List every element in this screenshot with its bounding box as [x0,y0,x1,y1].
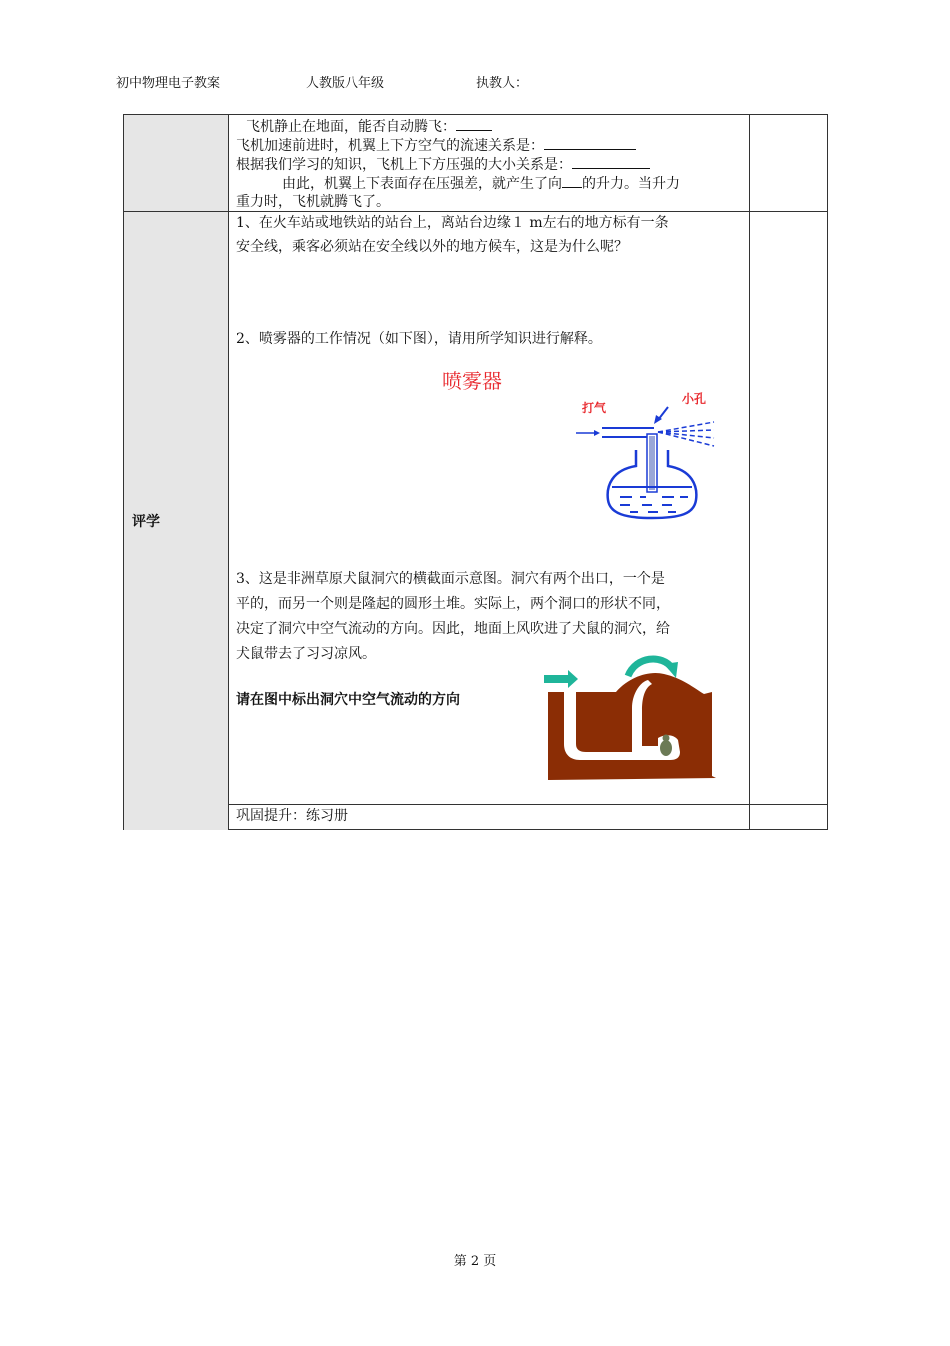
table-col-divider [228,114,229,830]
last-row-text: 巩固提升：练习册 [236,808,348,824]
answer-blank [572,154,650,169]
sprayer-title: 喷雾器 [442,369,502,393]
row1-line4-text-b: 的升力。当升力 [582,176,680,192]
q3-line1: 3、这是非洲草原犬鼠洞穴的横截面示意图。洞穴有两个出口，一个是 [236,571,665,587]
table-row-divider [228,804,828,805]
answer-blank [456,116,492,131]
burrow-diagram [536,648,738,804]
row1-line2-text: 飞机加速前进时，机翼上下方空气的流速关系是： [236,138,544,154]
q3-instruction: 请在图中标出洞穴中空气流动的方向 [236,692,460,708]
q2-text: 2、喷雾器的工作情况（如下图），请用所学知识进行解释。 [236,331,602,347]
header-course: 初中物理电子教案 [116,76,221,91]
liquid-column [649,436,655,490]
hole-label: 小孔 [682,392,707,406]
air-in-arrowhead [594,430,600,436]
answer-blank [544,135,636,150]
q3-line3: 决定了洞穴中空气流动的方向。因此，地面上风吹进了犬鼠的洞穴，给 [236,621,670,637]
header-edition: 人教版八年级 [306,76,385,91]
section-label: 评学 [132,514,160,530]
q1-line2: 安全线，乘客必须站在安全线以外的地方候车，这是为什么呢？ [236,239,628,255]
label-column [123,114,228,830]
row1-line1-text: 飞机静止在地面，能否自动腾飞： [246,119,456,135]
row1-line1 [246,116,492,137]
row1-line3 [236,154,650,175]
table-right-border [827,114,828,830]
sprayer-diagram [430,362,730,524]
table-col-divider [749,114,750,830]
page-number: 第 2 页 [453,1254,497,1269]
q3-line4: 犬鼠带去了习习凉风。 [236,646,376,662]
table-left-border [123,114,124,830]
row1-line4 [282,173,680,194]
q1-line1: 1、在火车站或地铁站的站台上，离站台边缘１ m左右的地方标有一条 [236,215,669,231]
spray-mist [658,422,714,446]
row1-line4-text-a: 由此，机翼上下表面存在压强差，就产生了向 [282,176,562,192]
row1-line5: 重力时，飞机就腾飞了。 [236,194,390,210]
header-teacher: 执教人： [476,76,529,91]
row1-line3-text: 根据我们学习的知识，飞机上下方压强的大小关系是： [236,157,572,173]
table-bottom-border [228,829,828,830]
answer-blank [562,173,582,188]
pump-label: 打气 [582,401,607,415]
q3-line2: 平的，而另一个则是隆起的圆形土堆。实际上，两个洞口的形状不同， [236,596,670,612]
row1-line2 [236,135,636,156]
